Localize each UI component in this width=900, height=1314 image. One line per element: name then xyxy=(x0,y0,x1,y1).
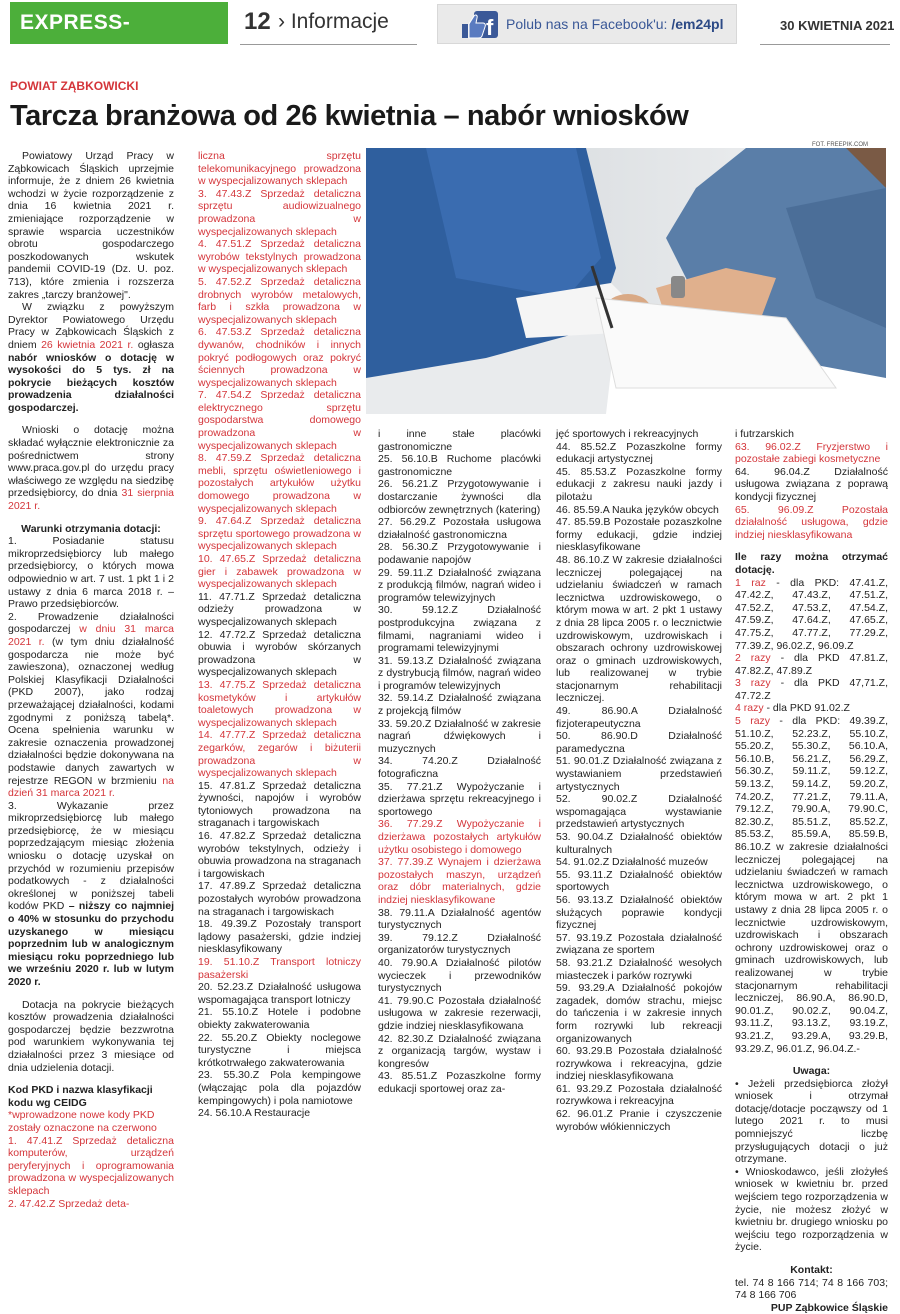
how-much-heading: Ile razy można otrzymać dotację. xyxy=(735,551,888,576)
condition-2-regon-date: na dzień 31 marca 2021 r. xyxy=(8,774,174,800)
condition-2-text: 2. Prowadzenie działalności gospodarczej xyxy=(8,610,174,636)
pkd-item: 16. 47.82.Z Sprzedaż detaliczna wyrobów tekstylnych, odzieży i obuwia prowadzona na straganach i targowiskach xyxy=(198,830,361,880)
date-divider xyxy=(760,44,890,45)
contact-heading: Kontakt: xyxy=(790,1264,833,1276)
pkd-item: jęć sportowych i rekreacyjnych xyxy=(556,428,699,440)
pkd-item: 1. 47.41.Z Sprzedaż detaliczna komputerów, urządzeń peryferyjnych i oprogramowania prowadzona w wyspecjalizowanych sklepach xyxy=(8,1134,174,1197)
pkd-item: 36. 77.29.Z Wypożyczanie i dzierżawa pozostałych artykułów użytku osobistego i domowego xyxy=(378,818,541,856)
condition-3 xyxy=(8,800,174,989)
column-2 xyxy=(198,150,361,1200)
times-item xyxy=(735,577,888,653)
pkd-item: 59. 93.29.A Działalność pokojów zagadek, domów strachu, miejsc do tańczenia i w zakresie innych form rozrywki lub rekreacji organizowanych xyxy=(556,982,722,1045)
condition-3-text: 3. Wykazanie przez mikroprzedsiębiorcę lub małego przedsiębiorcę, że w miesiącu poprzedzającym miesiąc złożenia wniosku o dotację uzyskał on przychód w rozumieniu przepisów podatkowych - z działalności określonej w poniższej tabeli kodów PKD xyxy=(8,799,174,913)
pkd-item: 58. 93.21.Z Działalność wesołych miasteczek i parków rozrywki xyxy=(556,956,722,982)
pkd-item: 4. 47.51.Z Sprzedaż detaliczna wyrobów tekstylnych prowadzona w wyspecjalizowanych sklepach xyxy=(198,238,361,276)
facebook-like-icon xyxy=(460,10,500,40)
pkd-item: 26. 56.21.Z Przygotowywanie i dostarczanie żywności dla odbiorców zewnętrznych (katering) xyxy=(378,478,541,516)
pkd-item: 65. 96.09.Z Pozostała działalność usługowa, gdzie indziej niesklasyfikowana xyxy=(735,503,888,541)
notes-heading: Uwaga: xyxy=(792,1065,831,1078)
pkd-item: 14. 47.77.Z Sprzedaż detaliczna zegarków, zegarów i biżuterii prowadzona w wyspecjalizowanych sklepach xyxy=(198,729,361,780)
pkd-item: 50. 86.90.D Działalność paramedyczna xyxy=(556,730,722,755)
times-count: 5 razy xyxy=(735,715,771,728)
call-text: nabór wniosków o dotację w wysokości do 5 tys. zł na pokrycie bieżących kosztów prowadzenia działalności gospodarczej. xyxy=(8,351,174,414)
pkd-item: 42. 82.30.Z Działalność związana z organizacją targów, wystaw i kongresów xyxy=(378,1032,541,1070)
photo-credit: FOT. FREEPIK.COM xyxy=(812,142,869,148)
pkd-item: 37. 77.39.Z Wynajem i dzierżawa pozostałych maszyn, urządzeń oraz dóbr materialnych, gdzie indziej niesklasyfikowane xyxy=(378,856,541,906)
start-date: 26 kwietnia 2021 r. xyxy=(41,338,134,351)
note-item: • Wnioskodawco, jeśli złożyłeś wniosek w kwietniu br. przed wejściem tego rozporządzenia w życie, nie możesz złożyć w kwietniu br. drugiego wniosku po wejściu tego rozporządzenia w życie. xyxy=(735,1165,888,1254)
pkd-item: 62. 96.01.Z Pranie i czyszczenie wyrobów włókienniczych xyxy=(556,1108,722,1133)
director-text: W związku z powyższym Dyrektor Powiatowego Urzędu Pracy w Ząbkowicach Śląskich z dniem xyxy=(8,301,174,351)
pkd-item: 61. 93.29.Z Pozostała działalność rozrywkowa i rekreacyjna xyxy=(556,1082,722,1108)
times-item xyxy=(735,652,888,677)
pkd-item: 21. 55.10.Z Hotele i podobne obiekty zakwaterowania xyxy=(198,1006,361,1031)
condition-2 xyxy=(8,611,174,800)
pkd-item: 38. 79.11.A Działalność agentów turystycznych xyxy=(378,906,541,932)
pkd-item: 29. 59.11.Z Działalność związana z produkcją filmów, nagrań wideo i programów telewizyjnych xyxy=(378,566,541,604)
end-date: 31 sierpnia 2021 r. xyxy=(8,487,174,513)
times-codes: - dla PKD 47.81.Z, 47.82.Z, 47.89.Z xyxy=(735,652,889,677)
pkd-item: 60. 93.29.B Pozostała działalność rozrywkowa i rekreacyjna, gdzie indziej niesklasyfikowana xyxy=(556,1045,722,1083)
pkd-item: 63. 96.02.Z Fryzjerstwo i pozostałe zabiegi kosmetyczne xyxy=(735,440,888,466)
page-header xyxy=(0,0,900,76)
submission-text: Wnioski o dotację można składać wyłącznie elektronicznie za pośrednictwem strony www.praca.gov.pl do urzędu pracy właściwego ze względu na siedzibę przedsiębiorcy, do dnia xyxy=(8,424,174,500)
times-item xyxy=(735,715,888,1055)
pkd-item: 40. 79.90.A Działalność pilotów wycieczek i przewodników turystycznych xyxy=(378,956,541,995)
times-count: 1 raz xyxy=(735,576,766,589)
times-item xyxy=(735,702,888,715)
pkd-item: 41. 79.90.C Pozostała działalność usługowa w zakresie rezerwacji, gdzie indziej niesklasyfikowana xyxy=(378,994,541,1032)
pkd-heading: Kod PKD i nazwa klasyfikacji kodu wg CEIDG xyxy=(8,1084,153,1109)
article-kicker: POWIAT ZĄBKOWICKI xyxy=(10,79,139,93)
condition-2-date: w dniu 31 marca 2021 r. xyxy=(8,623,175,648)
pkd-item: 3. 47.43.Z Sprzedaż detaliczna sprzętu audiowizualnego prowadzona w wyspecjalizowanych sklepach xyxy=(198,187,361,238)
pkd-item: 33. 59.20.Z Działalność w zakresie nagrań dźwiękowych i muzycznych xyxy=(378,717,541,755)
pkd-item: 13. 47.75.Z Sprzedaż detaliczna kosmetyków i artykułów toaletowych prowadzona w wyspecjalizowanych sklepach xyxy=(198,678,361,729)
fb-label: Polub nas na Facebook'u: xyxy=(506,16,672,32)
pkd-item: 34. 74.20.Z Działalność fotograficzna xyxy=(378,755,541,781)
facebook-banner[interactable] xyxy=(437,4,737,44)
pkd-item: 17. 47.89.Z Sprzedaż detaliczna pozostałych wyrobów prowadzona na straganach i targowiskach xyxy=(198,880,361,918)
page-number: 12 xyxy=(244,8,271,35)
pkd-item: liczna sprzętu telekomunikacyjnego prowadzona w wyspecjalizowanych sklepach xyxy=(198,150,361,188)
pkd-item: 32. 59.14.Z Działalność związana z projekcją filmów xyxy=(378,692,541,718)
intro-paragraph: Powiatowy Urząd Pracy w Ząbkowicach Śląskich uprzejmie informuje, że z dniem 26 kwietnia wchodzi w życie rozporządzenie z dnia 16 kwietnia 2021 r. zmieniające rozporządzenie w sprawie wsparcia uczestników obrotu gospodarczego poszkodowanych wskutek pandemii COVID-19 (Dz. U. poz. 713), które zmienia i rozszerza zakres „tarczy branżowej". xyxy=(8,150,174,301)
pkd-item: i futrzarskich xyxy=(735,428,794,440)
pkd-item: 47. 85.59.B Pozostałe pozaszkolne formy edukacji, gdzie indziej niesklasyfikowane xyxy=(556,516,722,554)
column-4 xyxy=(556,428,722,1198)
pkd-item: 55. 93.11.Z Działalność obiektów sportowych xyxy=(556,868,722,894)
pkd-item: 9. 47.64.Z Sprzedaż detaliczna sprzętu sportowego prowadzona w wyspecjalizowanych sklepach xyxy=(198,515,361,553)
announces-text: ogłasza xyxy=(133,338,175,351)
times-codes: - dla PKD 91.02.Z xyxy=(763,702,850,715)
pkd-item: 25. 56.10.B Ruchome placówki gastronomiczne xyxy=(378,453,541,478)
pkd-item: 49. 86.90.A Działalność fizjoterapeutyczna xyxy=(556,705,722,730)
issue-date: 30 KWIETNIA 2021 xyxy=(780,18,895,33)
signature: PUP Ząbkowice Śląskie xyxy=(770,1301,888,1314)
condition-3-bold: – niższy co najmniej o 40% w stosunku do przychodu uzyskanego w miesiącu poprzednim lub w analogicznym miesiącu roku poprzedniego lub we wrześniu 2020 r. lub w lutym 2020 r. xyxy=(8,900,174,988)
pkd-list xyxy=(735,428,888,541)
times-count: 2 razy xyxy=(735,652,771,665)
pkd-item: 11. 47.71.Z Sprzedaż detaliczna odzieży prowadzona w wyspecjalizowanych sklepach xyxy=(198,590,361,628)
director-paragraph xyxy=(8,301,174,414)
times-count: 3 razy xyxy=(735,677,771,690)
pkd-item: 57. 93.19.Z Pozostała działalność związana ze sportem xyxy=(556,931,722,957)
pkd-item: 35. 77.21.Z Wypożyczanie i dzierżawa sprzętu rekreacyjnego i sportowego xyxy=(378,780,541,818)
pkd-item: 6. 47.53.Z Sprzedaż detaliczna dywanów, chodników i innych pokryć podłogowych oraz pokryć ściennych prowadzona w wyspecjalizowanych sklepach xyxy=(198,326,361,389)
times-codes: - dla PKD: 49.39.Z, 51.10.Z, 52.23.Z, 55.10.Z, 55.20.Z, 55.30.Z, 56.10.A, 56.10.B, 56.21.Z, 56.29.Z, 56.30.Z, 59.11.Z, 59.12.Z, 59.13.Z, 59.14.Z, 59.20.Z, 74.20.Z, 77.21.Z, 79.11.A, 79.12.Z, 79.90.A, 79.90.C, 82.30.Z, 85.51.Z, 85.52.Z, 85.53.Z, 85.59.A, 85.59.B, 86.10.Z w zakresie działalności leczniczej polegającej na udzielaniu świadczeń w ramach lecznictwa uzdrowiskowego, o którym mowa w art. 2 pkt 1 ustawy z dnia 28 lipca 2005 r. o lecznictwie uzdrowiskowym, uzdrowiskach i obszarach ochrony uzdrowiskowej oraz o gminach uzdrowiskowych, lub realizowanej w trybie stacjonarnym rehabilitacji leczniczej, 86.90.A, 86.90.D, 90.01.Z, 90.02.Z, 90.04.Z, 93.11.Z, 93.13.Z, 93.19.Z, 93.21.Z, 93.29.A, 93.29.B, 93.29.Z, 96.01.Z, 96.04.Z.- xyxy=(735,715,888,1055)
pkd-item: i inne stałe placówki gastronomiczne xyxy=(378,428,541,453)
condition-2-text-b: (w tym dniu działalność gospodarcza nie może być zawieszona), oznaczonej według Polskiej Klasyfikacji Działalności (PKD 2007), jako rodzaj przeważającej działalności, kodami zgodnymi z poniższą tabelą*. Ocena spełnienia warunku w zakresie oznaczenia prowadzonej działalności będzie dokonywana na podstawie danych zawartych w rejestrze REGON w brzmieniu xyxy=(8,635,174,787)
pkd-item: 44. 85.52.Z Pozaszkolne formy edukacji artystycznej xyxy=(556,440,722,466)
pkd-item: 8. 47.59.Z Sprzedaż detaliczna mebli, sprzętu oświetleniowego i pozostałych artykułów użytku domowego prowadzona w wyspecjalizowanych sklepach xyxy=(198,452,361,515)
column-1 xyxy=(8,150,175,1210)
pkd-item: 54. 91.02.Z Działalność muzeów xyxy=(556,856,708,869)
conditions-heading: Warunki otrzymania dotacji: xyxy=(21,522,161,535)
pkd-item: 22. 55.20.Z Obiekty noclegowe turystyczne i miejsca krótkotrwałego zakwaterowania xyxy=(198,1031,361,1069)
brand-logo[interactable]: EXPRESS-MIEJSKI.PL xyxy=(10,2,228,44)
article-title: Tarcza branżowa od 26 kwietnia – nabór wniosków xyxy=(10,100,689,132)
section-name: › Informacje xyxy=(278,10,389,33)
column-3 xyxy=(378,428,541,1198)
pkd-item: 31. 59.13.Z Działalność związana z dystrybucją filmów, nagrań wideo i programów telewizyjnych xyxy=(378,654,541,692)
column-5 xyxy=(735,428,889,1314)
condition-1: 1. Posiadanie statusu mikroprzedsiębiorcy lub małego przedsiębiorcy, o których mowa odpowiednio w art. 7 ust. 1 pkt 1 i 2 ustawy z dnia 6 marca 2018 r. – Prawo przedsiębiorców. xyxy=(8,535,174,611)
pkd-item: 2. 47.42.Z Sprzedaż deta- xyxy=(8,1197,130,1210)
submission-paragraph xyxy=(8,424,174,512)
pkd-item: 12. 47.72.Z Sprzedaż detaliczna obuwia i wyrobów skórzanych prowadzona w wyspecjalizowanych sklepach xyxy=(198,628,361,679)
pkd-item: 43. 85.51.Z Pozaszkolne formy edukacji sportowej oraz za- xyxy=(378,1070,541,1095)
grant-paragraph: Dotacja na pokrycie bieżących kosztów prowadzenia działalności gospodarczej będzie bezzwrotna pod warunkiem wykonywania tej działalności przez 3 miesiące od dnia udzielenia dotacji. xyxy=(8,998,174,1074)
pkd-item: 45. 85.53.Z Pozaszkolne formy edukacji z zakresu nauki jazdy i pilotażu xyxy=(556,465,722,503)
handshake-signing-image xyxy=(366,148,886,414)
pkd-item: 20. 52.23.Z Działalność usługowa wspomagająca transport lotniczy xyxy=(198,981,361,1006)
facebook-text xyxy=(506,16,723,32)
svg-text:f: f xyxy=(486,15,494,40)
pkd-item: 27. 56.29.Z Pozostała usługowa działalność gastronomiczna xyxy=(378,516,541,541)
pkd-item: 18. 49.39.Z Pozostały transport lądowy pasażerski, gdzie indziej niesklasyfikowany xyxy=(198,918,361,956)
contact-phones: tel. 74 8 166 714; 74 8 166 703; 74 8 166 706 xyxy=(735,1276,888,1302)
times-list xyxy=(735,577,888,1056)
pkd-item: 23. 55.30.Z Pola kempingowe (włączając pola dla pojazdów kempingowych) i pola namiotowe xyxy=(198,1069,361,1107)
pkd-item: 5. 47.52.Z Sprzedaż detaliczna drobnych wyrobów metalowych, farb i szkła prowadzona w wyspecjalizowanych sklepach xyxy=(198,275,361,326)
times-codes: - dla PKD 47,71.Z, 47.72.Z xyxy=(735,677,889,702)
fb-handle[interactable]: /em24pl xyxy=(671,16,724,32)
pkd-item: 53. 90.04.Z Działalność obiektów kulturalnych xyxy=(556,831,722,856)
note-item: • Jeżeli przedsiębiorca złożył wniosek i otrzymał dotację/dotacje począwszy od 1 lutego 2021 r. to musi pomniejszyć liczbę przysługujących dotacji o już otrzymane. xyxy=(735,1077,888,1166)
pkd-item: 19. 51.10.Z Transport lotniczy pasażerski xyxy=(198,956,361,981)
pkd-item: 39. 79.12.Z Działalność organizatorów turystycznych xyxy=(378,931,541,957)
pkd-item: 24. 56.10.A Restauracje xyxy=(198,1107,311,1120)
pkd-item: 48. 86.10.Z W zakresie działalności leczniczej polegającej na udzielaniu świadczeń w ramach lecznictwa uzdrowiskowego, o którym mowa w art. 2 pkt 1 ustawy z dnia 28 lipca 2005 r. o lecznictwie uzdrowiskowym, uzdrowiskach i obszarach ochrony uzdrowiskowej oraz o gminach uzdrowiskowych, lub realizowanej w trybie stacjonarnym rehabilitacji leczniczej. xyxy=(556,553,722,705)
times-item xyxy=(735,677,888,702)
pkd-item: 7. 47.54.Z Sprzedaż detaliczna elektrycznego sprzętu gospodarstwa domowego prowadzona w wyspecjalizowanych sklepach xyxy=(198,389,361,452)
pkd-note: *wprowadzone nowe kody PKD zostały oznaczone na czerwono xyxy=(8,1109,157,1134)
pkd-item: 30. 59.12.Z Działalność postprodukcyjna związana z filmami, nagraniami wideo i programami telewizyjnymi xyxy=(378,604,541,655)
header-divider xyxy=(240,44,417,45)
pkd-item: 10. 47.65.Z Sprzedaż detaliczna gier i zabawek prowadzona w wyspecjalizowanych sklepach xyxy=(198,553,361,591)
pkd-item: 46. 85.59.A Nauka języków obcych xyxy=(556,503,719,516)
pkd-item: 56. 93.13.Z Działalność obiektów służących poprawie kondycji fizycznej xyxy=(556,893,722,932)
times-codes: - dla PKD: 47.41.Z, 47.42.Z, 47.43.Z, 47.51.Z, 47.52.Z, 47.53.Z, 47.54.Z, 47.59.Z, 47.64.Z, 47.65.Z, 47.75.Z, 47.77.Z, 77.29.Z, 77.39.Z, 96.02.Z, 96.09.Z xyxy=(735,576,889,652)
pkd-item: 28. 56.30.Z Przygotowywanie i podawanie napojów xyxy=(378,541,541,566)
pkd-item: 15. 47.81.Z Sprzedaż detaliczna żywności, napojów i wyrobów tytoniowych prowadzona na straganach i targowiskach xyxy=(198,779,361,830)
pkd-item: 51. 90.01.Z Działalność związana z wystawianiem przedstawień artystycznych xyxy=(556,755,722,793)
times-count: 4 razy xyxy=(735,702,764,715)
pkd-item: 52. 90.02.Z Działalność wspomagająca wystawianie przedstawień artystycznych xyxy=(556,793,722,831)
article-photo xyxy=(366,148,886,414)
pkd-item: 64. 96.04.Z Działalność usługowa związana z poprawą kondycji fizycznej xyxy=(735,465,888,503)
